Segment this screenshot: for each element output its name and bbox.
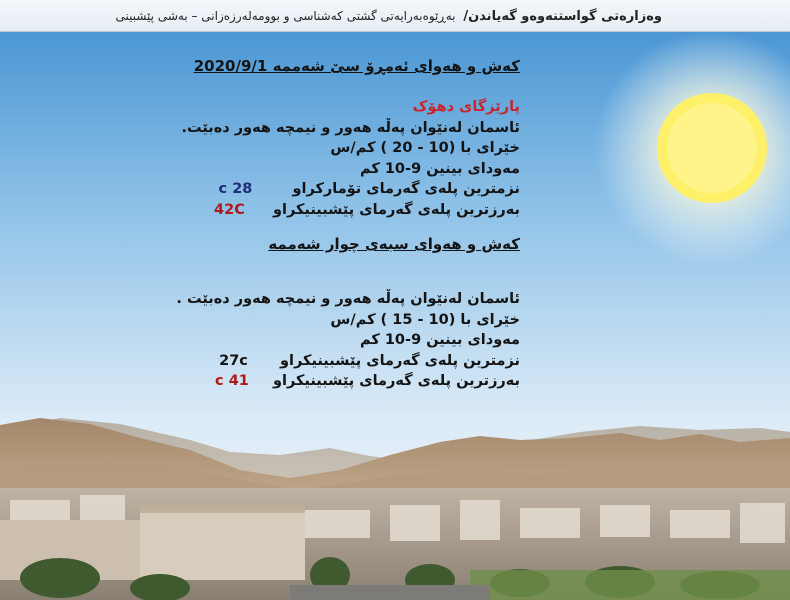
day1-max-temp [190,200,520,221]
day1-title: کەش و هەوای ئەمڕۆ سێ شەممە 2020/9/1 [193,57,520,75]
day2-title: کەش و هەوای سبەی چوار شەممە [268,235,520,253]
department-name: بەڕێوەبەرایەتی گشتی کەشناسی و بوومەلەرزەزانی – بەشی پێشبینی [115,9,456,23]
ministry-name: وەزارەتی گواستنەوەو گەیاندن/ [463,9,662,24]
day1-min-value: 28 c [218,181,253,197]
day1-min-temp [190,179,520,200]
day2-min-label: نزمترین پلەی گەرمای پێشبینیکراو [280,352,520,369]
street [290,585,490,600]
forecast-content [176,56,520,392]
day1-visibility: مەودای بینین 9-10 کم [359,160,520,177]
day1-max-label: بەرزترین پلەی گەرمای پێشبینیکراو [273,201,520,218]
green-field [470,570,790,600]
day2-sky: ئاسمان لەنێوان پەڵە هەور و نیمچە هەور دەبێت . [176,291,520,307]
day2-max-value: 41 c [215,373,249,389]
day2-min-temp [190,351,520,372]
day1-min-label: نزمترین پلەی گەرمای تۆمارکراو [292,181,520,197]
day1-sky: ئاسمان لەنێوان پەڵە هەور و نیمچە هەور دەبێت. [181,119,520,136]
day1-max-value: 42C [214,201,245,218]
day2-max-label: بەرزترین پلەی گەرمای پێشبینیکراو [273,373,520,389]
day2-wind: خێرای با (10 - 15 ) کم/س [330,311,520,328]
foreground-house [140,510,305,580]
day2-min-value: 27c [219,352,248,369]
day2-visibility: مەودای بینین 9-10 کم [359,332,520,348]
day1-wind: خێرای با (10 - 20 ) کم/س [330,140,520,156]
day1-region: پارێزگای دهۆک [412,99,520,115]
day2-max-temp [190,371,520,392]
header-bar [0,0,790,32]
